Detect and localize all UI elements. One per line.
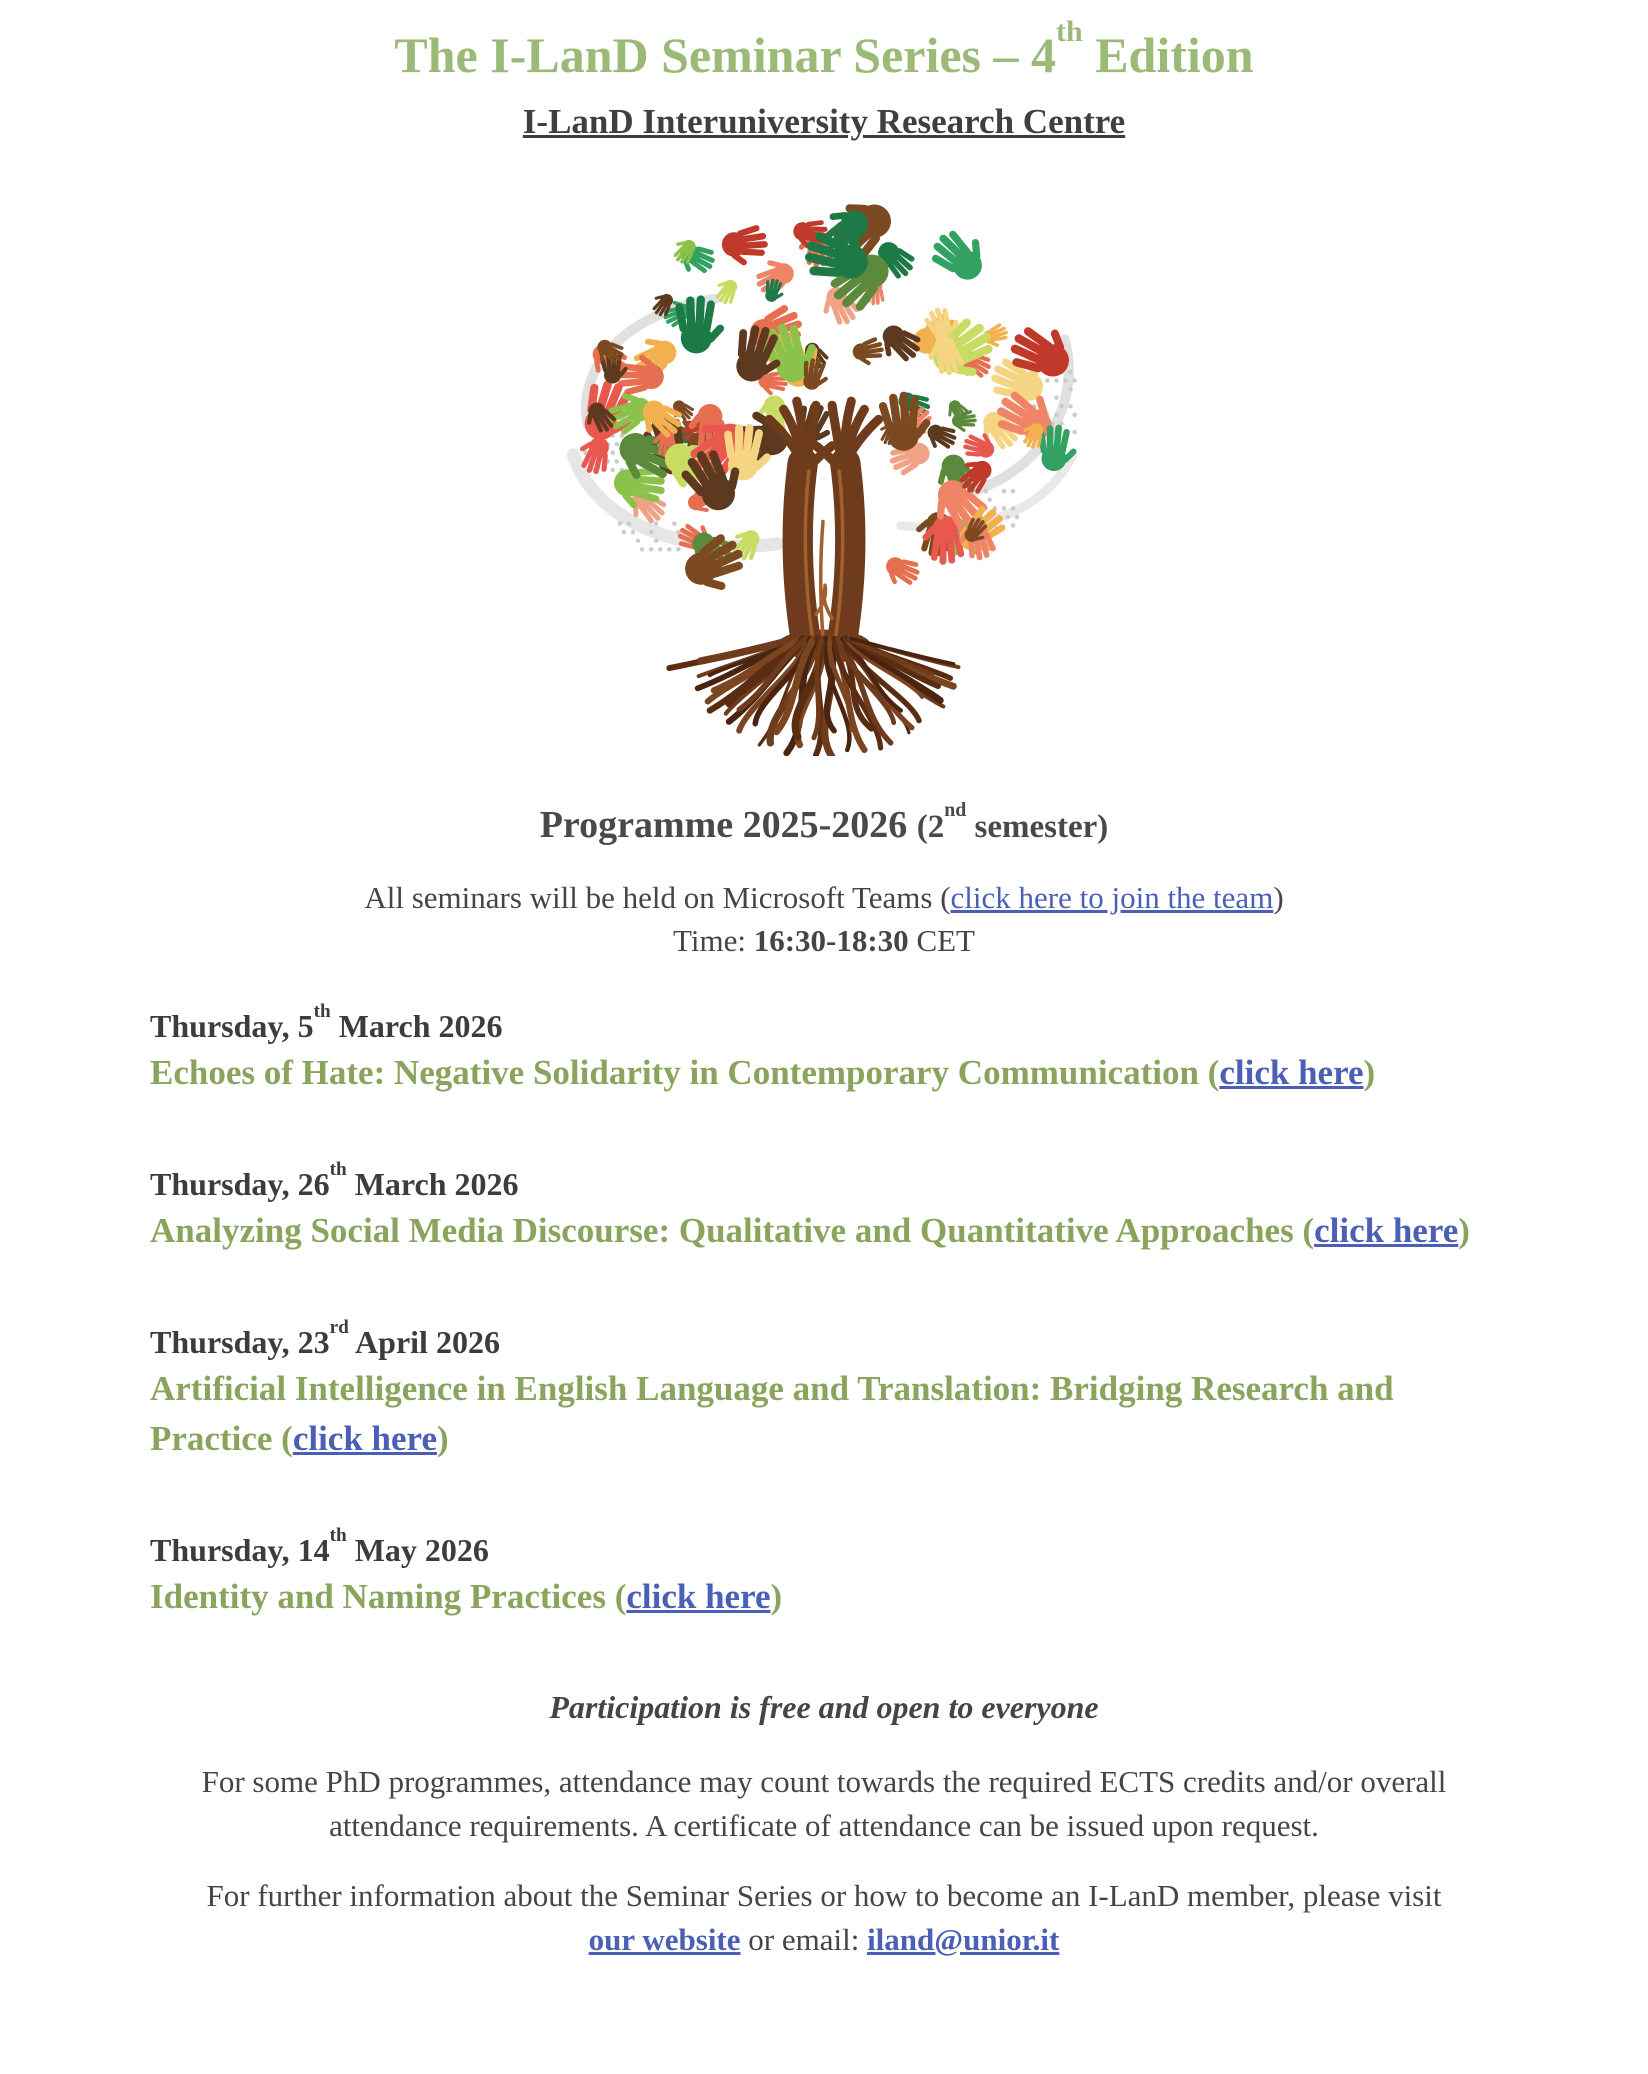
teams-note-text: All seminars will be held on Microsoft Teams ( (364, 880, 951, 915)
roots (669, 639, 958, 756)
seminar-title (150, 1206, 1498, 1256)
seminar-click-here-link[interactable]: click here (1219, 1053, 1364, 1092)
date-ordinal-suffix: th (329, 1158, 347, 1180)
seminar-title (150, 1364, 1498, 1464)
info-text-mid: or email: (740, 1922, 868, 1957)
date-ordinal-suffix: th (329, 1524, 347, 1546)
seminar-title-close: ) (770, 1577, 783, 1616)
tree-of-hands-logo (554, 190, 1094, 756)
seminar-title-text: Artificial Intelligence in English Language and Translation: Bridging Research and Practice ( (150, 1369, 1394, 1458)
seminar-date: Thursday, 5th March 2026 (150, 1000, 503, 1044)
participation-note: Participation is free and open to everyone (549, 1689, 1099, 1725)
programme-heading (150, 800, 1498, 852)
page-title-end: Edition (1082, 27, 1254, 83)
seminar-list (150, 1000, 1498, 1622)
seminar-date: Thursday, 23rd April 2026 (150, 1316, 500, 1360)
seminar-title-close: ) (1363, 1053, 1376, 1092)
programme-semester: (2nd semester) (916, 799, 1109, 845)
email-link[interactable]: iland@unior.it (867, 1922, 1060, 1957)
page-title (150, 14, 1498, 84)
page-title-ordinal: th (1056, 14, 1083, 48)
seminar-title-text: Echoes of Hate: Negative Solidarity in Contemporary Communication ( (150, 1053, 1220, 1092)
seminar-click-here-link[interactable]: click here (1314, 1211, 1459, 1250)
seminar-title-text: Analyzing Social Media Discourse: Qualitative and Quantitative Approaches ( (150, 1211, 1315, 1250)
info-text: For further information about the Seminar Series or how to become an I-LanD member, please visit (206, 1878, 1442, 1913)
seminar-title-close: ) (436, 1419, 449, 1458)
join-team-link[interactable]: click here to join the team (950, 880, 1274, 915)
seminar-title (150, 1048, 1498, 1098)
time-note (150, 919, 1498, 962)
time-label: Time: (673, 923, 754, 958)
handprint-canopy (572, 190, 1081, 603)
time-zone: CET (908, 923, 975, 958)
seminar-date: Thursday, 14th May 2026 (150, 1524, 489, 1568)
flyer-page (0, 14, 1648, 1962)
seminar-click-here-link[interactable]: click here (292, 1419, 437, 1458)
seminar-title (150, 1572, 1498, 1622)
seminar-item-4 (150, 1524, 1498, 1622)
time-value: 16:30-18:30 (753, 923, 909, 958)
programme-heading-text: Programme 2025-2026 (539, 804, 917, 846)
phd-credits-note: For some PhD programmes, attendance may count towards the required ECTS credits and/or overall attendance requirements. A certificate of attendance can be issued upon request. (201, 1764, 1447, 1843)
hands-trunk (769, 401, 878, 660)
seminar-item-3 (150, 1316, 1498, 1464)
seminar-item-2 (150, 1158, 1498, 1256)
seminar-click-here-link[interactable]: click here (626, 1577, 771, 1616)
seminar-date: Thursday, 26th March 2026 (150, 1158, 519, 1202)
seminar-title-text: Identity and Naming Practices ( (150, 1577, 627, 1616)
page-title-text: The I-LanD Seminar Series – 4 (394, 27, 1056, 83)
date-ordinal-suffix: th (313, 1000, 331, 1022)
intro-notes (150, 876, 1498, 962)
teams-note-close: ) (1273, 880, 1284, 915)
teams-note (150, 876, 1498, 919)
further-info-note (204, 1874, 1444, 1962)
seminar-title-close: ) (1458, 1211, 1470, 1250)
date-ordinal-suffix: rd (329, 1316, 349, 1338)
website-link[interactable]: our website (588, 1922, 741, 1957)
tree-of-hands-illustration (554, 190, 1094, 756)
page-subtitle: I-LanD Interuniversity Research Centre (522, 102, 1126, 141)
seminar-item-1 (150, 1000, 1498, 1098)
